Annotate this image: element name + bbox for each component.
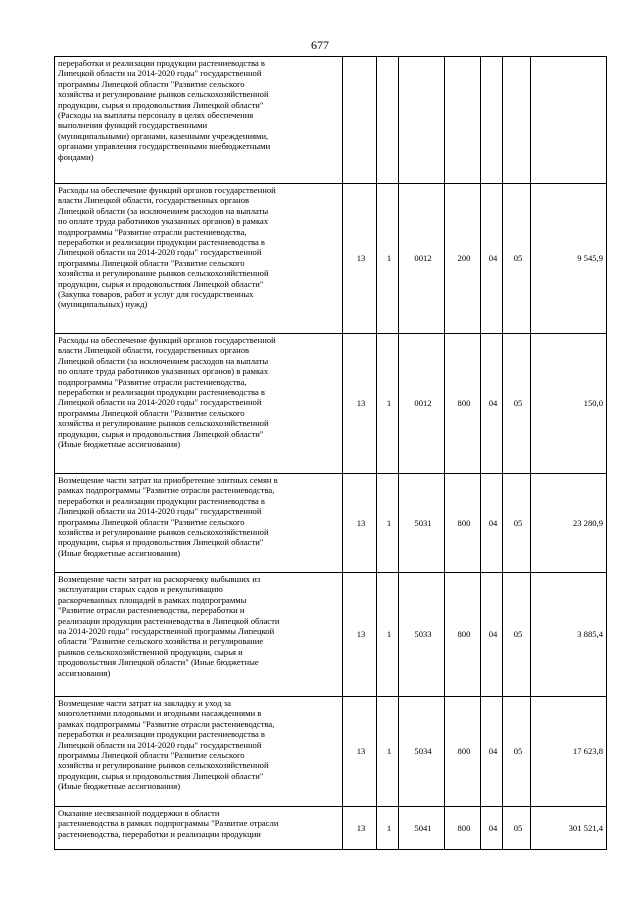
description-line: выполнения функций государственными bbox=[58, 120, 208, 131]
description-line: фондами) bbox=[58, 151, 94, 162]
description-line: власти Липецкой области, государственных органов bbox=[58, 345, 250, 356]
cell-program: 13 bbox=[343, 334, 377, 474]
cell-expense-type bbox=[445, 57, 481, 184]
table-row bbox=[55, 474, 607, 573]
cell-program: 13 bbox=[343, 697, 377, 807]
cell-subprogram bbox=[377, 57, 399, 184]
cell-target-item: 5034 bbox=[399, 697, 445, 807]
table-row bbox=[55, 573, 607, 697]
description-line: области "Развитие сельского хозяйства и регулирование bbox=[58, 636, 264, 647]
description-line: по оплате труда работников указанных органов) в рамках bbox=[58, 216, 269, 227]
description-line: (Иные бюджетные ассигнования) bbox=[58, 547, 181, 558]
description-line: программы Липецкой области "Развитие сельского bbox=[58, 516, 245, 527]
cell-expense-type: 800 bbox=[445, 697, 481, 807]
table-row bbox=[55, 57, 607, 184]
description-line: (муниципальными) органами, казенными учреждениями, bbox=[58, 130, 269, 141]
cell-subprogram: 1 bbox=[377, 474, 399, 573]
description-line: продовольствия Липецкой области" (Иные бюджетные bbox=[58, 657, 259, 668]
description-line: (муниципальных) нужд) bbox=[58, 299, 148, 310]
cell-target-item: 5031 bbox=[399, 474, 445, 573]
description-line: переработки и реализации продукции растениеводства в bbox=[58, 729, 265, 740]
description-line: (Иные бюджетные ассигнования) bbox=[58, 781, 181, 792]
description-line: хозяйства и регулирование рынков сельскохозяйственной bbox=[58, 89, 269, 100]
description-line: ассигнования) bbox=[58, 667, 111, 678]
cell-program bbox=[343, 57, 377, 184]
cell-expense-type: 800 bbox=[445, 474, 481, 573]
description-line: хозяйства и регулирование рынков сельскохозяйственной bbox=[58, 760, 269, 771]
description-line: переработки и реализации продукции растениеводства в bbox=[58, 58, 265, 68]
description-line: переработки и реализации продукции растениеводства в bbox=[58, 387, 265, 398]
cell-amount bbox=[531, 57, 607, 184]
description-line: Возмещение части затрат на закладку и уход за bbox=[58, 698, 231, 708]
description-line: хозяйства и регулирование рынков сельскохозяйственной bbox=[58, 527, 269, 538]
cell-amount: 150,0 bbox=[531, 334, 607, 474]
budget-table bbox=[54, 56, 607, 850]
description-line: эксплуатации старых садов и рекультивацию bbox=[58, 584, 223, 595]
cell-expense-type: 200 bbox=[445, 184, 481, 334]
cell-description bbox=[55, 807, 343, 850]
description-line: продукции, сырья и продовольствия Липецкой области" bbox=[58, 537, 264, 548]
table-row bbox=[55, 334, 607, 474]
cell-section: 04 bbox=[481, 573, 503, 697]
description-line: многолетними плодовыми и ягодными насаждениями в bbox=[58, 708, 262, 719]
description-line: подпрограммы "Развитие отрасли растениеводства, bbox=[58, 376, 247, 387]
description-line: продукции, сырья и продовольствия Липецкой области" bbox=[58, 428, 264, 439]
description-line: продукции, сырья и продовольствия Липецкой области" bbox=[58, 99, 264, 110]
table-row bbox=[55, 697, 607, 807]
description-line: по оплате труда работников указанных органов) в рамках bbox=[58, 366, 269, 377]
cell-amount: 3 885,4 bbox=[531, 573, 607, 697]
description-line: Липецкой области на 2014-2020 годы" государственной bbox=[58, 506, 262, 517]
cell-description bbox=[55, 573, 343, 697]
description-line: Липецкой области на 2014-2020 годы" государственной bbox=[58, 397, 262, 408]
cell-target-item: 0012 bbox=[399, 334, 445, 474]
cell-program: 13 bbox=[343, 573, 377, 697]
cell-subsection: 05 bbox=[503, 697, 531, 807]
cell-subsection: 05 bbox=[503, 474, 531, 573]
description-line: раскорчеванных площадей в рамках подпрограммы bbox=[58, 594, 247, 605]
cell-description bbox=[55, 697, 343, 807]
description-line: (Иные бюджетные ассигнования) bbox=[58, 439, 181, 450]
description-line: на 2014-2020 годы" государственной программы Липецкой bbox=[58, 626, 275, 637]
description-line: Оказание несвязанной поддержки в области bbox=[58, 808, 220, 818]
description-line: программы Липецкой области "Развитие сельского bbox=[58, 407, 245, 418]
table-row bbox=[55, 807, 607, 850]
cell-section: 04 bbox=[481, 697, 503, 807]
description-line: Возмещение части затрат на приобретение элитных семян в bbox=[58, 475, 278, 485]
description-line: переработки и реализации продукции растениеводства в bbox=[58, 237, 265, 248]
cell-program: 13 bbox=[343, 807, 377, 850]
description-line: подпрограммы "Развитие отрасли растениеводства, bbox=[58, 226, 247, 237]
description-line: растениеводства в рамках подпрограммы "Развитие отрасли bbox=[58, 818, 279, 829]
cell-program: 13 bbox=[343, 474, 377, 573]
description-line: Липецкой области (за исключением расходов на выплаты bbox=[58, 205, 269, 216]
page-number: 677 bbox=[311, 38, 329, 52]
description-line: Липецкой области (за исключением расходов на выплаты bbox=[58, 355, 269, 366]
description-line: власти Липецкой области, государственных органов bbox=[58, 195, 250, 206]
cell-section bbox=[481, 57, 503, 184]
description-line: рамках подпрограммы "Развитие отрасли растениеводства, bbox=[58, 718, 275, 729]
cell-amount: 23 280,9 bbox=[531, 474, 607, 573]
description-line: программы Липецкой области "Развитие сельского bbox=[58, 78, 245, 89]
description-line: рынков сельскохозяйственной продукции, сырья и bbox=[58, 646, 243, 657]
cell-subprogram: 1 bbox=[377, 697, 399, 807]
description-line: программы Липецкой области "Развитие сельского bbox=[58, 750, 245, 761]
cell-amount: 9 545,9 bbox=[531, 184, 607, 334]
table-row bbox=[55, 184, 607, 334]
cell-target-item bbox=[399, 57, 445, 184]
cell-expense-type: 800 bbox=[445, 334, 481, 474]
description-line: (Расходы на выплаты персоналу в целях обеспечения bbox=[58, 110, 254, 121]
description-line: "Развитие отрасли растениеводства, переработки и bbox=[58, 605, 245, 616]
cell-subsection: 05 bbox=[503, 807, 531, 850]
cell-expense-type: 800 bbox=[445, 573, 481, 697]
cell-description bbox=[55, 474, 343, 573]
cell-section: 04 bbox=[481, 807, 503, 850]
description-line: переработки и реализации продукции растениеводства в bbox=[58, 495, 265, 506]
description-line: продукции, сырья и продовольствия Липецкой области" bbox=[58, 770, 264, 781]
description-line: органами управления государственными внебюджетными bbox=[58, 141, 271, 152]
cell-amount: 301 521,4 bbox=[531, 807, 607, 850]
cell-subsection bbox=[503, 57, 531, 184]
description-line: реализации продукции растениеводства в Липецкой области bbox=[58, 615, 280, 626]
cell-description bbox=[55, 184, 343, 334]
cell-subprogram: 1 bbox=[377, 184, 399, 334]
description-line: Расходы на обеспечение функций органов государственной bbox=[58, 185, 276, 195]
cell-target-item: 0012 bbox=[399, 184, 445, 334]
cell-section: 04 bbox=[481, 474, 503, 573]
cell-target-item: 5033 bbox=[399, 573, 445, 697]
description-line: программы Липецкой области "Развитие сельского bbox=[58, 257, 245, 268]
cell-program: 13 bbox=[343, 184, 377, 334]
cell-subprogram: 1 bbox=[377, 334, 399, 474]
description-line: Возмещение части затрат на раскорчевку выбывших из bbox=[58, 574, 261, 584]
cell-subsection: 05 bbox=[503, 573, 531, 697]
cell-amount: 17 623,8 bbox=[531, 697, 607, 807]
cell-description bbox=[55, 57, 343, 184]
description-line: Липецкой области на 2014-2020 годы" государственной bbox=[58, 247, 262, 258]
cell-section: 04 bbox=[481, 184, 503, 334]
description-line: растениеводства, переработки и реализации продукции bbox=[58, 828, 261, 839]
cell-section: 04 bbox=[481, 334, 503, 474]
cell-description bbox=[55, 334, 343, 474]
cell-subsection: 05 bbox=[503, 184, 531, 334]
cell-subprogram: 1 bbox=[377, 573, 399, 697]
cell-subprogram: 1 bbox=[377, 807, 399, 850]
description-line: Липецкой области на 2014-2020 годы" государственной bbox=[58, 68, 262, 79]
cell-subsection: 05 bbox=[503, 334, 531, 474]
cell-target-item: 5041 bbox=[399, 807, 445, 850]
description-line: Липецкой области на 2014-2020 годы" государственной bbox=[58, 739, 262, 750]
table-body bbox=[55, 57, 607, 850]
description-line: рамках подпрограммы "Развитие отрасли растениеводства, bbox=[58, 485, 275, 496]
description-line: хозяйства и регулирование рынков сельскохозяйственной bbox=[58, 418, 269, 429]
description-line: (Закупка товаров, работ и услуг для государственных bbox=[58, 289, 254, 300]
description-line: продукции, сырья и продовольствия Липецкой области" bbox=[58, 278, 264, 289]
description-line: Расходы на обеспечение функций органов государственной bbox=[58, 335, 276, 345]
cell-expense-type: 800 bbox=[445, 807, 481, 850]
description-line: хозяйства и регулирование рынков сельскохозяйственной bbox=[58, 268, 269, 279]
